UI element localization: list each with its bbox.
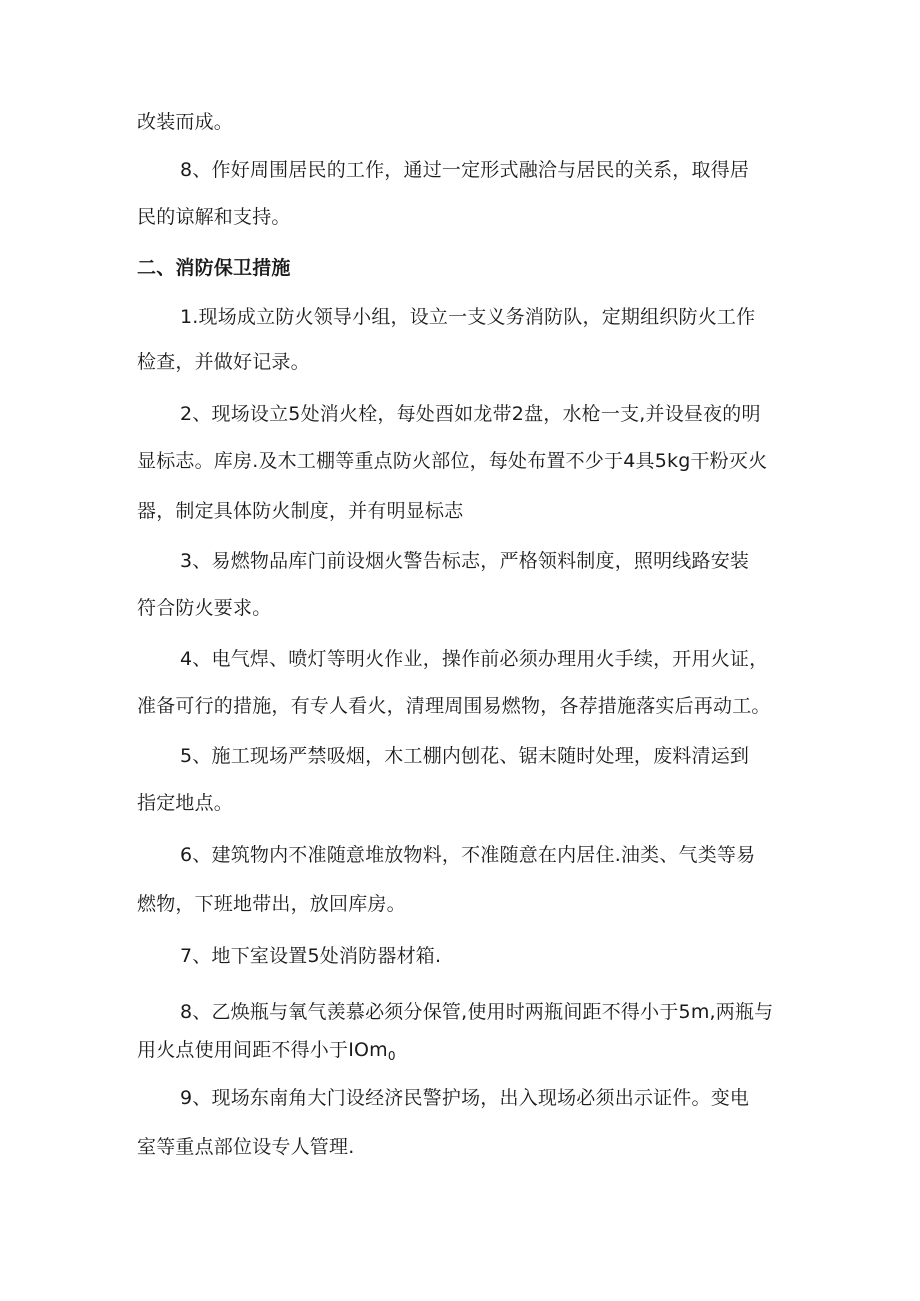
item-6-line1: 6、建筑物内不准随意堆放物料，不准随意在内居住.油类、气类等易 [180, 844, 756, 866]
item8-residents-line2: 民的谅解和支持。 [137, 206, 291, 228]
item-4-line1: 4、电气焊、喷灯等明火作业，操作前必须办理用火手续，开用火证， [180, 648, 769, 670]
intro-line: 改装而成。 [137, 111, 234, 133]
section-heading: 二、消防保卫措施 [137, 257, 291, 279]
item-2-line3: 器，制定具体防火制度，并有明显标志 [137, 500, 464, 522]
item-4-line2: 准备可行的措施，有专人看火，清理周围易燃物，各荐措施落实后再动工。 [137, 695, 771, 717]
item-3-line1: 3、易燃物品库门前设烟火警告标志，严格领料制度，照明线路安装 [180, 550, 750, 572]
item-2-line1: 2、现场设立5处消火栓，每处酉如龙带2盘，水枪一支,并设昼夜的明 [180, 403, 761, 425]
item-8-line2-text: 用火点使用间距不得小于IOm [137, 1039, 388, 1061]
item-1-line2: 检查，并做好记录。 [137, 351, 310, 373]
item-2-line2: 显标志。库房.及木工棚等重点防火部位，每处布置不少于4具5kg干粉灭火 [137, 450, 768, 472]
item-8-line1: 8、乙焕瓶与氧气羡慕必须分保管,使用时两瓶间距不得小于5m,两瓶与 [180, 1001, 774, 1023]
item-7-line1: 7、地下室设置5处消防器材箱. [180, 945, 442, 967]
item-1-line1: 1.现场成立防火领导小组，设立一支义务消防队，定期组织防火工作 [180, 306, 756, 328]
item-8-line2 [137, 1038, 396, 1068]
item-6-line2: 燃物，下班地带出，放回库房。 [137, 893, 406, 915]
item-8-line2-subscript: 0 [387, 1049, 396, 1063]
item-9-line2: 室等重点部位设专人管理. [137, 1136, 355, 1158]
item-9-line1: 9、现场东南角大门设经济民警护场，出入现场必须出示证件。变电 [180, 1087, 750, 1109]
item-5-line1: 5、施工现场严禁吸烟，木工棚内刨花、锯末随时处理，废料清运到 [180, 745, 750, 767]
item-5-line2: 指定地点。 [137, 792, 234, 814]
item-3-line2: 符合防火要求。 [137, 597, 272, 619]
item8-residents-line1: 8、作好周围居民的工作，通过一定形式融洽与居民的关系，取得居 [180, 159, 750, 181]
